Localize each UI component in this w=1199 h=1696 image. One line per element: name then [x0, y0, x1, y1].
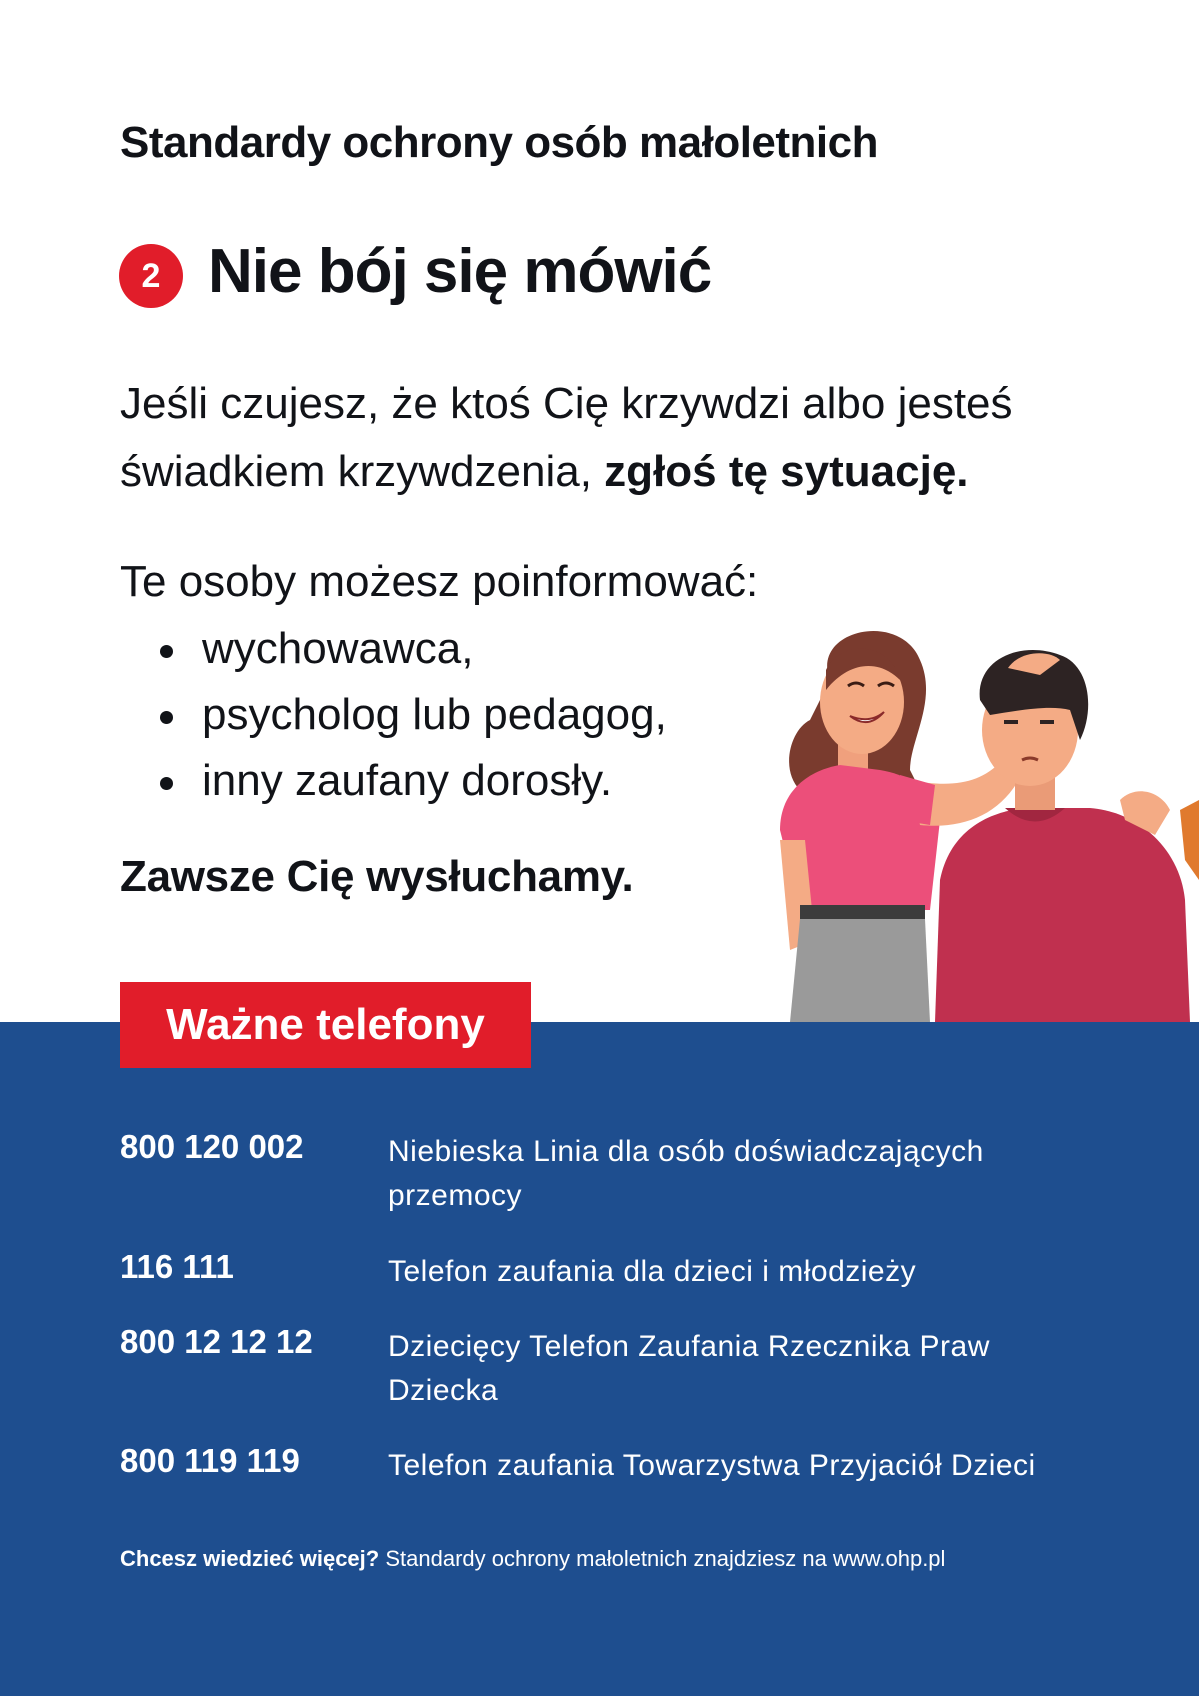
document-title: Standardy ochrony osób małoletnich — [120, 118, 879, 167]
step-number-badge: 2 — [119, 244, 183, 308]
contacts-lead: Te osoby możesz poinformować: — [120, 557, 759, 606]
phone-description: Telefon zaufania Towarzystwa Przyjaciół Dzieci — [388, 1449, 1036, 1482]
contact-item: psycholog lub pedagog, — [160, 682, 667, 748]
phone-description: Telefon zaufania dla dzieci i młodzieży — [388, 1255, 917, 1288]
phone-description: Dziecięcy Telefon Zaufania Rzecznika Praw Dziecka — [388, 1330, 990, 1407]
phone-number: 800 12 12 12 — [120, 1323, 313, 1360]
phone-number: 800 119 119 — [120, 1442, 300, 1479]
phone-description: Niebieska Linia dla osób doświadczających przemocy — [388, 1135, 984, 1212]
footer-text: Standardy ochrony małoletnich znajdziesz na www.ohp.pl — [379, 1546, 946, 1571]
contact-item: inny zaufany dorosły. — [160, 748, 667, 814]
phones-title: Ważne telefony — [120, 982, 531, 1068]
footer-note — [120, 1546, 945, 1572]
phone-number: 116 111 — [120, 1248, 234, 1285]
section-heading: Nie bój się mówić — [208, 237, 712, 306]
contacts-list — [160, 616, 667, 814]
closing-statement: Zawsze Cię wysłuchamy. — [120, 852, 634, 901]
footer-question: Chcesz wiedzieć więcej? — [120, 1546, 380, 1571]
intro-emphasis: zgłoś tę sytuację. — [604, 447, 969, 496]
intro-text: Jeśli czujesz, że ktoś Cię krzywdzi albo jesteś świadkiem krzywdzenia, — [120, 379, 1013, 496]
contact-item: wychowawca, — [160, 616, 667, 682]
intro-paragraph — [120, 370, 1120, 506]
support-illustration — [760, 620, 1199, 1022]
phone-number: 800 120 002 — [120, 1128, 304, 1165]
